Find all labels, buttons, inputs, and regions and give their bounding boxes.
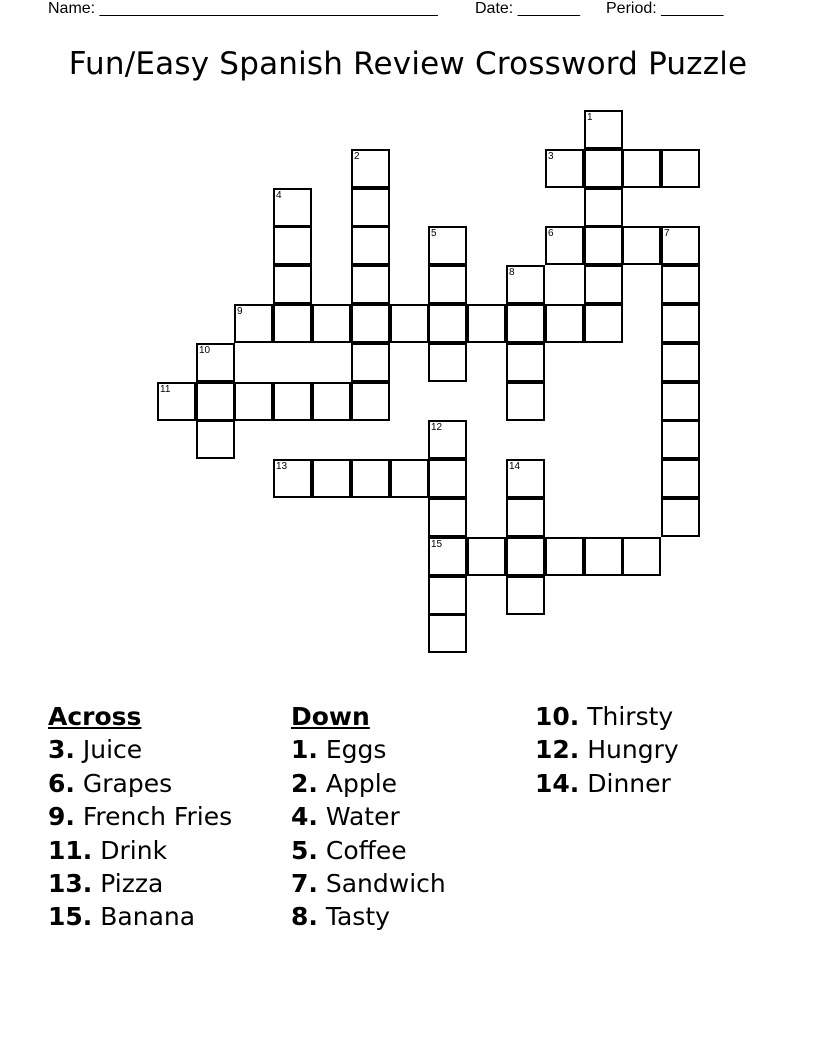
clue-item-text: Juice [82, 735, 143, 765]
crossword-cell[interactable] [622, 149, 661, 188]
clue-item-text: Sandwich [325, 869, 446, 899]
across-heading: Across [48, 702, 142, 731]
clue-item-text: Eggs [325, 735, 387, 765]
clue-item-number: 15. [48, 902, 93, 932]
crossword-cell[interactable] [157, 382, 196, 421]
crossword-cell[interactable] [351, 343, 390, 382]
down-clues-continued [535, 700, 679, 800]
crossword-cell[interactable] [545, 149, 584, 188]
clue-number: 6 [548, 228, 554, 239]
clue-number: 14 [509, 461, 521, 472]
clue-item-text: Tasty [325, 902, 390, 932]
crossword-cell[interactable] [428, 265, 467, 304]
crossword-cell[interactable] [351, 265, 390, 304]
clue-item [291, 900, 446, 933]
crossword-cell[interactable] [622, 537, 661, 576]
clue-item-text: Hungry [587, 735, 679, 765]
clue-item-number: 14. [535, 768, 580, 798]
crossword-cell[interactable] [428, 459, 467, 498]
clue-item-number: 13. [48, 869, 93, 899]
crossword-cell[interactable] [428, 420, 467, 459]
crossword-cell[interactable] [584, 110, 623, 149]
crossword-cell[interactable] [273, 459, 312, 498]
clue-number: 1 [587, 112, 593, 123]
clue-item-text: Grapes [82, 768, 173, 798]
crossword-cell[interactable] [351, 188, 390, 227]
clue-item-number: 4. [291, 802, 318, 832]
crossword-cell[interactable] [661, 226, 700, 265]
clue-item-text: Dinner [587, 768, 671, 798]
clue-item [48, 733, 232, 766]
clue-item-number: 9. [48, 802, 75, 832]
crossword-cell[interactable] [273, 265, 312, 304]
clue-item [291, 867, 446, 900]
clue-item-number: 1. [291, 735, 318, 765]
clue-item [48, 767, 232, 800]
clue-item [535, 700, 679, 733]
crossword-cell[interactable] [584, 265, 623, 304]
clue-item-number: 7. [291, 869, 318, 899]
crossword-cell[interactable] [661, 343, 700, 382]
crossword-cell[interactable] [506, 382, 545, 421]
page-title: Fun/Easy Spanish Review Crossword Puzzle [68, 46, 748, 82]
across-clue-list [48, 733, 232, 933]
crossword-cell[interactable] [584, 537, 623, 576]
crossword-cell[interactable] [428, 343, 467, 382]
crossword-cell[interactable] [351, 149, 390, 188]
crossword-cell[interactable] [428, 576, 467, 615]
crossword-cell[interactable] [545, 304, 584, 343]
crossword-cell[interactable] [234, 382, 273, 421]
crossword-cell[interactable] [584, 226, 623, 265]
crossword-cell[interactable] [390, 459, 429, 498]
crossword-cell[interactable] [351, 459, 390, 498]
down-clue-list [291, 733, 446, 933]
crossword-cell[interactable] [584, 304, 623, 343]
crossword-cell[interactable] [661, 149, 700, 188]
crossword-cell[interactable] [467, 304, 506, 343]
crossword-cell[interactable] [622, 226, 661, 265]
crossword-cell[interactable] [273, 382, 312, 421]
clue-number: 4 [276, 190, 282, 201]
crossword-cell[interactable] [506, 304, 545, 343]
clue-number: 7 [664, 228, 670, 239]
crossword-cell[interactable] [545, 537, 584, 576]
crossword-cell[interactable] [506, 265, 545, 304]
down-heading: Down [291, 702, 370, 731]
clue-item [291, 733, 446, 766]
crossword-cell[interactable] [196, 382, 235, 421]
crossword-cell[interactable] [506, 498, 545, 537]
crossword-cell[interactable] [351, 226, 390, 265]
clue-item-number: 5. [291, 835, 318, 865]
crossword-cell[interactable] [584, 188, 623, 227]
clue-item [535, 767, 679, 800]
clue-number: 10 [199, 345, 211, 356]
crossword-cell[interactable] [428, 304, 467, 343]
clue-item-text: Water [325, 802, 400, 832]
clue-item-number: 8. [291, 902, 318, 932]
clue-item-text: Banana [100, 902, 196, 932]
crossword-cell[interactable] [506, 576, 545, 615]
crossword-cell[interactable] [661, 420, 700, 459]
clue-number: 11 [160, 384, 171, 395]
crossword-cell[interactable] [584, 149, 623, 188]
crossword-cell[interactable] [661, 382, 700, 421]
clue-item-number: 10. [535, 702, 580, 731]
crossword-cell[interactable] [390, 304, 429, 343]
clue-item [48, 800, 232, 833]
clue-item [48, 900, 232, 933]
clue-item-text: French Fries [82, 802, 233, 832]
clue-item-number: 11. [48, 835, 93, 865]
clue-number: 3 [548, 151, 554, 162]
crossword-cell[interactable] [661, 265, 700, 304]
crossword-cell[interactable] [312, 459, 351, 498]
crossword-cell[interactable] [661, 304, 700, 343]
crossword-cell[interactable] [234, 304, 273, 343]
crossword-cell[interactable] [312, 304, 351, 343]
crossword-cell[interactable] [196, 343, 235, 382]
clue-number: 12 [431, 422, 443, 433]
clue-item [291, 767, 446, 800]
clue-item [291, 800, 446, 833]
clue-item-text: Apple [325, 768, 398, 798]
crossword-cell[interactable] [467, 537, 506, 576]
crossword-cell[interactable] [661, 459, 700, 498]
crossword-cell[interactable] [428, 226, 467, 265]
period-field[interactable]: Period: _______ [606, 0, 724, 17]
clue-item-text: Coffee [325, 835, 407, 865]
crossword-cell[interactable] [661, 498, 700, 537]
clue-number: 2 [354, 151, 360, 162]
name-field[interactable]: Name: ______________________________________ [48, 0, 438, 17]
clue-item-number: 6. [48, 768, 75, 798]
crossword-cell[interactable] [506, 343, 545, 382]
crossword-cell[interactable] [506, 459, 545, 498]
crossword-cell[interactable] [273, 188, 312, 227]
crossword-cell[interactable] [196, 420, 235, 459]
down-clue-list-continued [535, 700, 679, 800]
down-clues [291, 700, 446, 934]
date-field[interactable]: Date: _______ [475, 0, 580, 17]
crossword-cell[interactable] [545, 226, 584, 265]
clue-number: 13 [276, 461, 288, 472]
crossword-cell[interactable] [312, 382, 351, 421]
clue-item-number: 2. [291, 768, 318, 798]
clue-item [535, 733, 679, 766]
crossword-cell[interactable] [351, 382, 390, 421]
clue-item [48, 834, 232, 867]
clue-item [291, 834, 446, 867]
crossword-cell[interactable] [428, 537, 467, 576]
crossword-cell[interactable] [506, 537, 545, 576]
crossword-cell[interactable] [273, 304, 312, 343]
clue-item-text: Pizza [100, 869, 164, 899]
crossword-cell[interactable] [428, 498, 467, 537]
across-clues [48, 700, 232, 934]
crossword-cell[interactable] [351, 304, 390, 343]
clue-item-text: Thirsty [587, 702, 674, 731]
clue-item-text: Drink [100, 835, 168, 865]
clue-item-number: 12. [535, 735, 580, 765]
clue-item [48, 867, 232, 900]
crossword-cell[interactable] [428, 614, 467, 653]
clue-item-number: 3. [48, 735, 75, 765]
clue-number: 9 [237, 306, 243, 317]
clue-number: 5 [431, 228, 437, 239]
clue-number: 15 [431, 539, 443, 550]
clue-number: 8 [509, 267, 515, 278]
crossword-cell[interactable] [273, 226, 312, 265]
